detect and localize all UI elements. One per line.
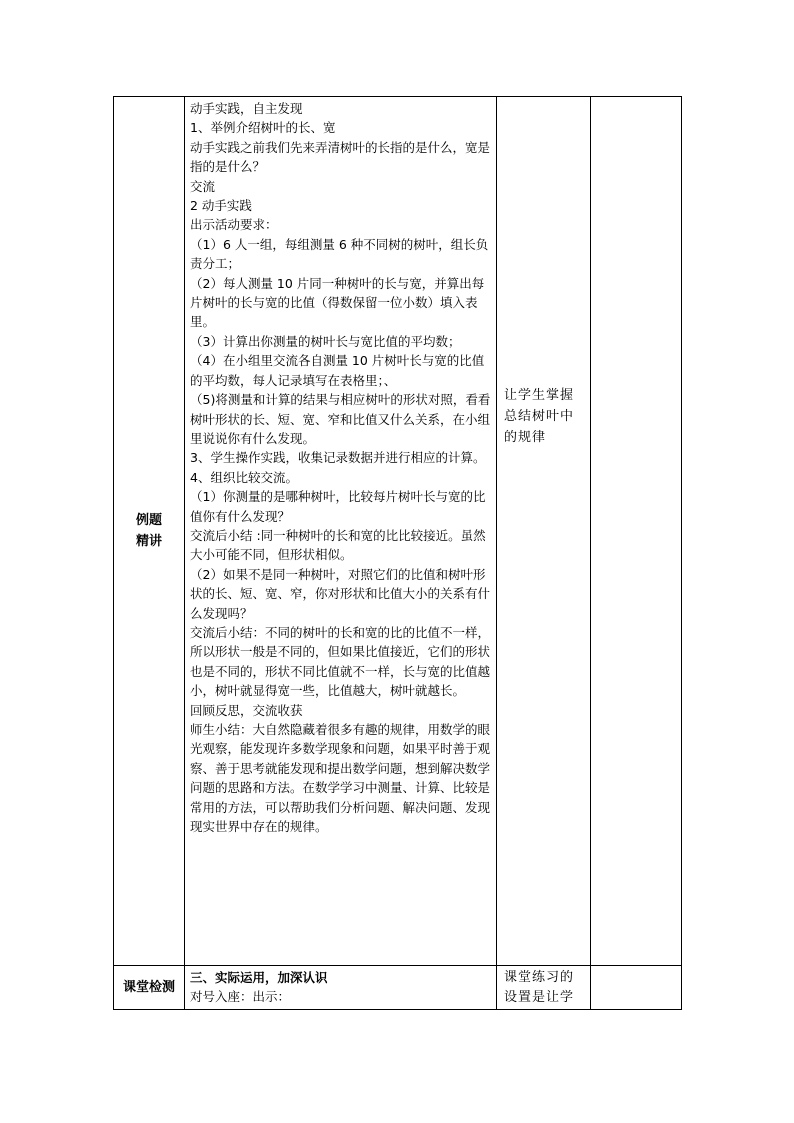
- section-heading: 三、实际运用，加深认识: [190, 970, 328, 985]
- content-line: 动手实践之前我们先来弄清树叶的长指的是什么，宽是指的是什么？: [190, 139, 491, 175]
- content-line: 出示活动要求：: [190, 217, 278, 233]
- content-line: 对号入座：出示：: [190, 989, 291, 1005]
- content-line: 1、举例介绍树叶的长、宽: [190, 120, 336, 136]
- design-intent-text: 课堂练习的设置是让学: [504, 970, 575, 1005]
- section-label-line: 精讲: [135, 534, 162, 549]
- table-row: [114, 97, 682, 966]
- teaching-process-cell: [185, 97, 497, 966]
- content-line: 师生小结：大自然隐藏着很多有趣的规律，用数学的眼光观察，能发现许多数学现象和问题，如果平时善于观察、善于思考就能发现和提出数学问题，想到解决数学问题的思路和方法。在数学学习中测量、计算、比较是常用的方法，可以帮助我们分析问题、解决问题、发现现实世界中存在的规律。: [190, 722, 491, 835]
- section-label-line: 例题: [135, 513, 162, 528]
- content-line: （5)将测量和计算的结果与相应树叶的形状对照，看看树叶形状的长、短、宽、窄和比值又什么关系，在小组里说说你有什么发现。: [190, 392, 491, 446]
- section-label-line: 课堂检测: [122, 980, 175, 995]
- teaching-process-cell: [185, 966, 497, 1010]
- content-line: （2）如果不是同一种树叶，对照它们的比值和树叶形状的长、短、宽、窄，你对形状和比值大小的关系有什么发现吗？: [190, 566, 491, 621]
- content-line: 交流: [190, 178, 216, 194]
- content-line: 3、学生操作实践，收集记录数据并进行相应的计算。: [190, 450, 486, 466]
- content-line: 交流后小结：不同的树叶的长和宽的比的比值不一样，所以形状一般是不同的，但如果比值接近，它们的形状也是不同的，形状不同比值就不一样，长与宽的比值越小，树叶就显得宽一些，比值越大，树叶就越长。: [190, 624, 491, 699]
- lesson-plan-table: [113, 96, 682, 1010]
- content-line: （1）6 人一组，每组测量 6 种不同树的树叶，组长负责分工；: [190, 236, 489, 272]
- content-line: 4、组织比较交流。: [190, 469, 298, 485]
- extra-cell: [591, 966, 682, 1010]
- extra-cell: [591, 97, 682, 966]
- design-intent-cell: [497, 966, 591, 1010]
- content-line: 动手实践，自主发现: [190, 101, 303, 116]
- content-line: （1）你测量的是哪种树叶，比较每片树叶长与宽的比值你有什么发现？: [190, 489, 486, 524]
- section-label-class-check: [114, 966, 185, 1010]
- content-line: （4）在小组里交流各自测量 10 片树叶长与宽的比值的平均数，每人记录填写在表格里；、: [190, 353, 485, 388]
- content-line: 2 动手实践: [190, 198, 252, 214]
- content-line: （3）计算出你测量的树叶长与宽比值的平均数；: [190, 333, 461, 349]
- content-line: 回顾反思，交流收获: [190, 702, 303, 718]
- design-intent-text: 让学生掌握总结树叶中的规律: [504, 388, 575, 445]
- design-intent-cell: [497, 97, 591, 966]
- section-label-example-explanation: [114, 97, 185, 966]
- content-line: 交流后小结 :同一种树叶的长和宽的比比较接近。虽然大小可能不同，但形状相似。: [190, 527, 486, 563]
- table-row: [114, 966, 682, 1010]
- content-line: （2）每人测量 10 片同一种树叶的长与宽，并算出每片树叶的长与宽的比值（得数保留一位小数）填入表里。: [190, 275, 485, 330]
